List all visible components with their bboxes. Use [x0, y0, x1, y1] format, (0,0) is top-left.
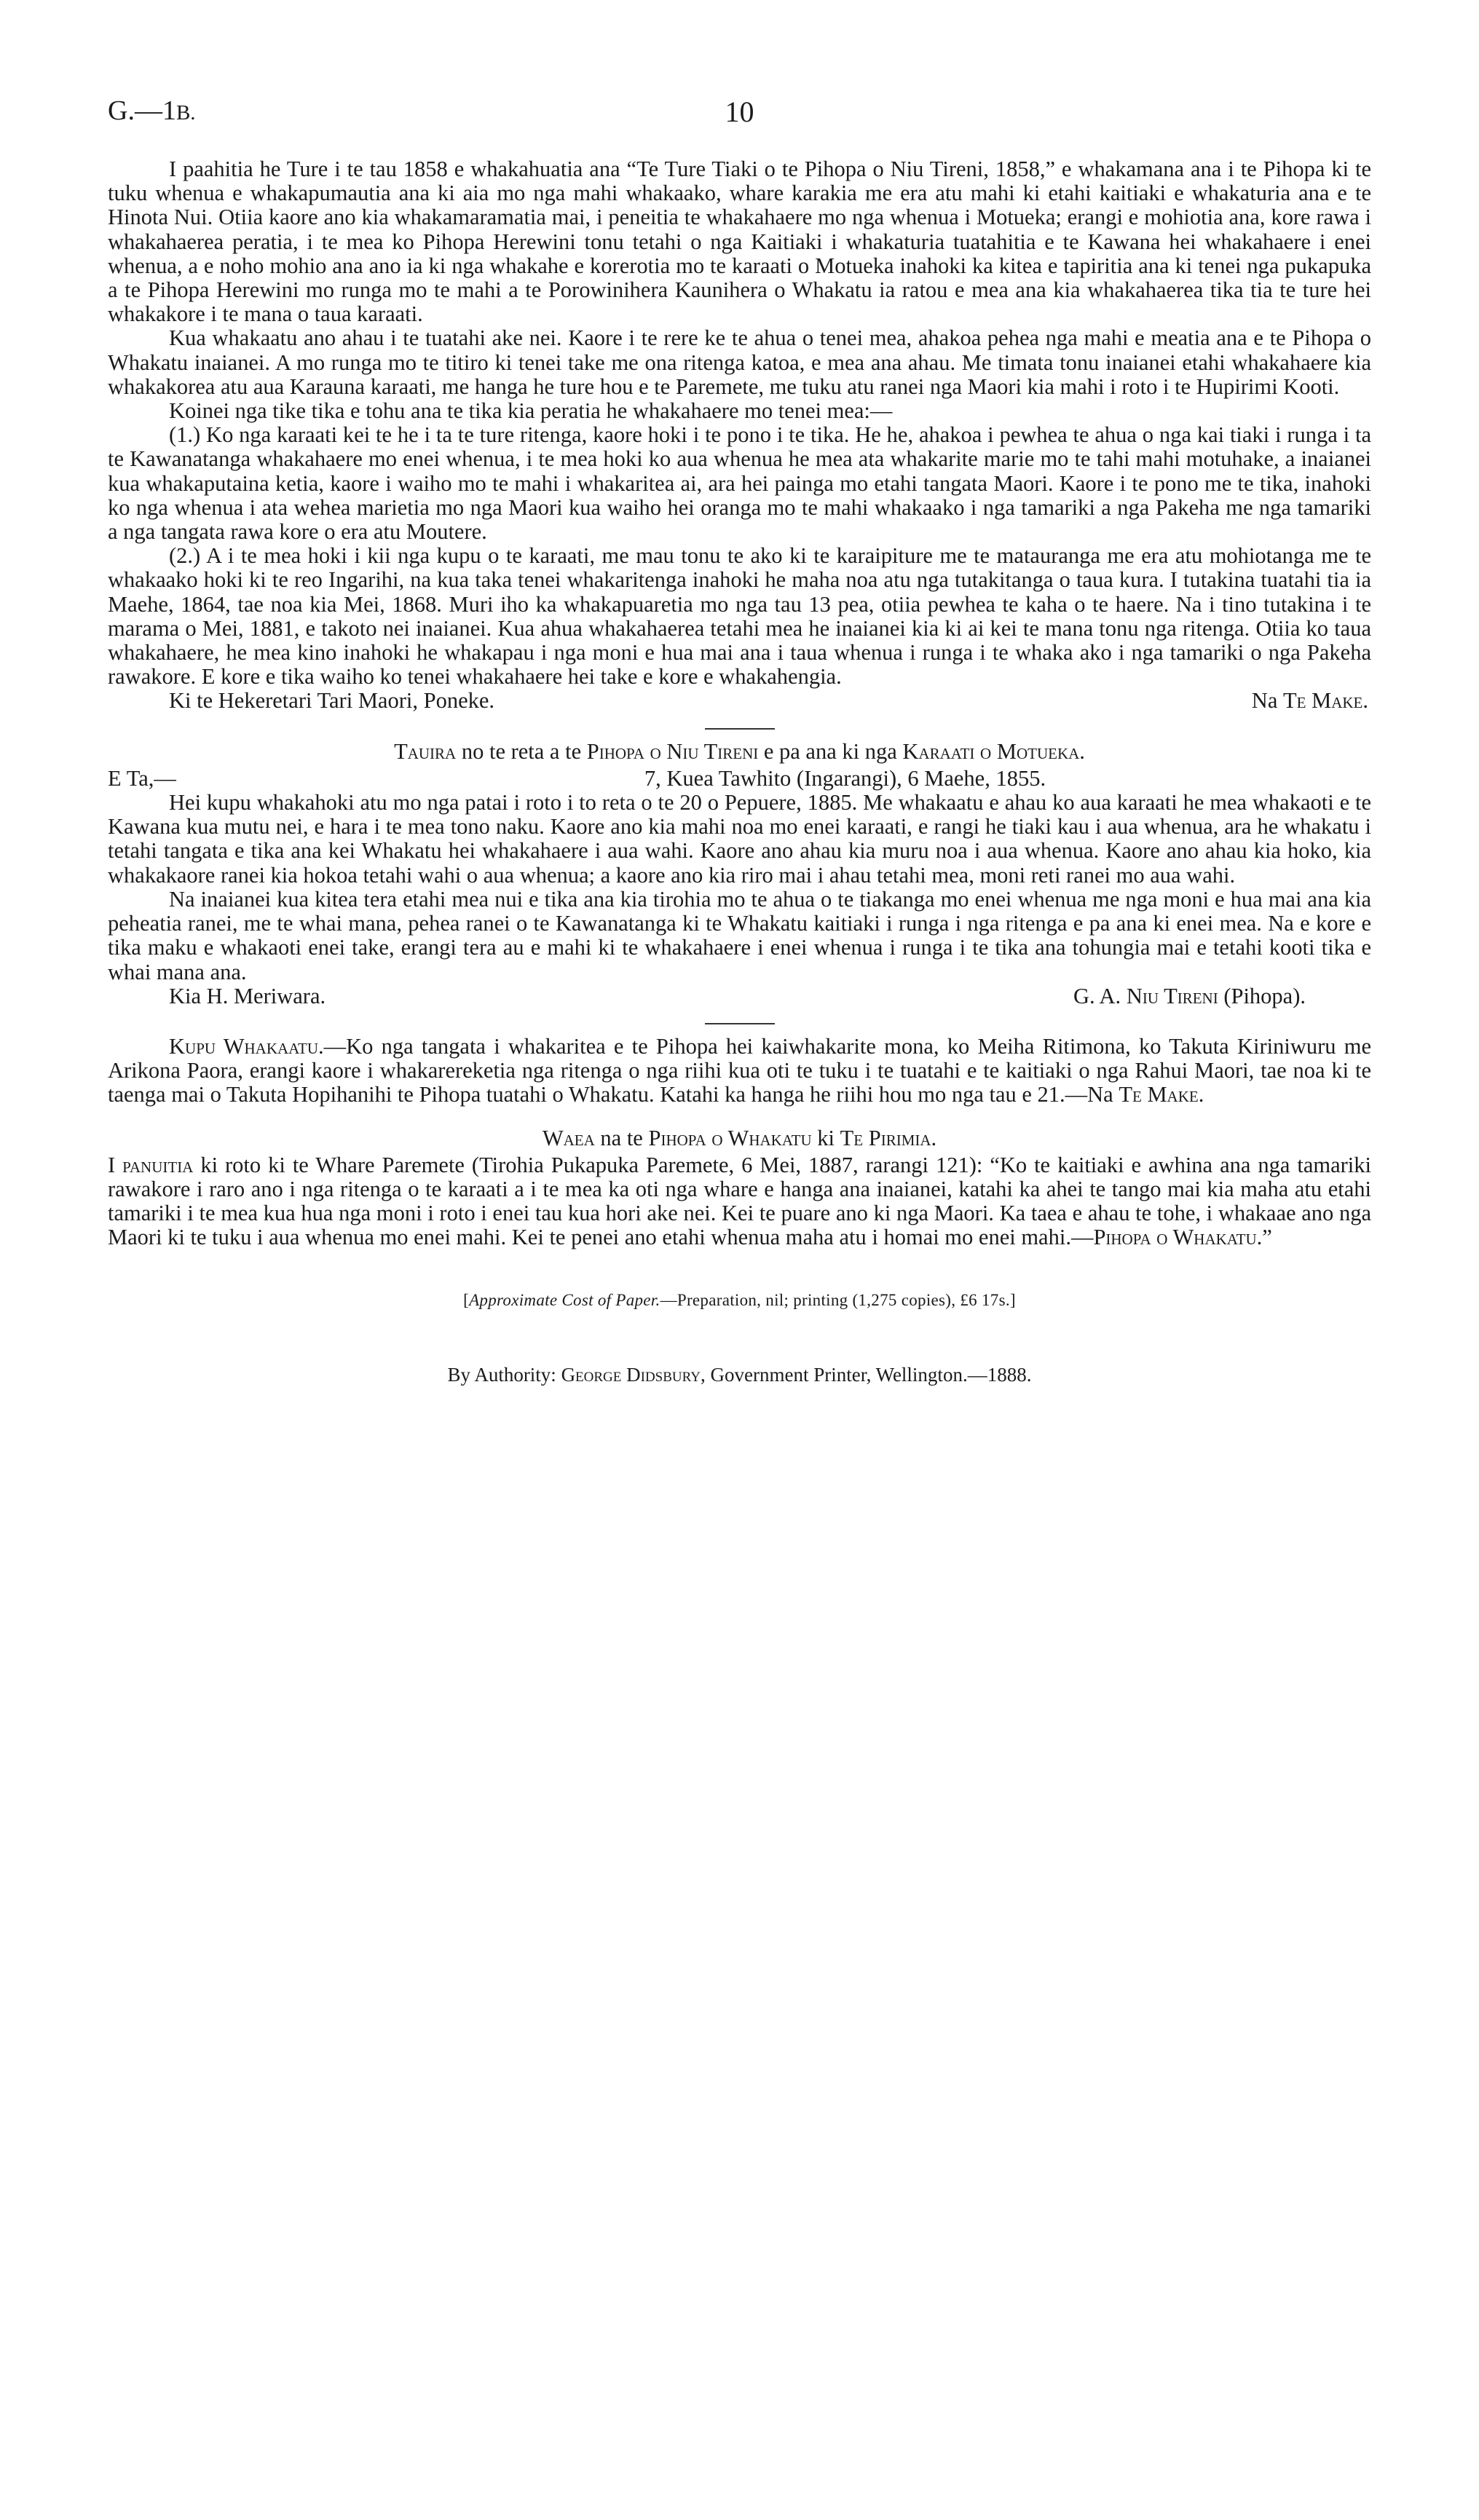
document-body	[108, 157, 1371, 1387]
paper-code-main: G.—1	[108, 95, 176, 126]
heading-part: no te reta a te	[456, 738, 587, 764]
heading-part: Pihopa o Niu Tireni	[586, 738, 759, 764]
letter-paragraph: Hei kupu whakahoki atu mo nga patai i roto i to reta o te 20 o Pepuere, 1885. Me whakaatu e ahau ko aua karaati he mea whakaoti e te Kawana kua mutu nei, e hara i te mea tono naku. Kaore ano kia mahi noa mo enei karaati, e rangi he tiaki kau i aua whenua, ara he whakatu i tetahi tangata e tika ana kei Whakatu hei whakahaere i aua wahi. Kaore ano ahau kia muru noa i aua whenua. Kaore ano ahau kia hoko, kia whakakaore ranei kia hokoa tetahi wahi o aua whenua; a kaore ano kia riro mai i ahau tetahi mea, moni reti ranei mo aua wahi.	[108, 790, 1371, 888]
cost-bracket: [	[463, 1290, 470, 1309]
signer-part: (Pihopa).	[1218, 983, 1306, 1008]
letter-paragraph: Na inaianei kua kitea tera etahi mea nui e tika ana kia tirohia mo te ahua o te tiakanga mo enei whenua me nga moni e hua mai ana kia peheatia ranei, me te whai mana, pehea ranei o te Kawanatanga ki te Whakatu kaitiaki i runga i nga ritenga e pa ana ki enei mea. Na e kore e tika maku e whakaoti enei take, erangi tera au e mahi ki te whakahaere i enei whenua i runga i te tika ana tohungia mai e tetahi kooti tika e whai mana ana.	[108, 886, 1371, 984]
signer-prefix: Na	[1251, 688, 1283, 714]
signoff-row	[108, 689, 1371, 713]
paragraph: Kua whakaatu ano ahau i te tuatahi ake nei. Kaore i te rere ke te ahua o tenei mea, ahakoa pehea nga mahi e meatia ana e te Pihopa o Whakatu inaianei. A mo runga mo te titiro ki tenei take me ona ritenga katoa, e mea ana ahau. Me timata tonu inaianei etahi whakahaere kia whakakorea atu aua Karauna karaati, me hanga he ture hou e te Paremete, me tuku atu ranei nga Maori kia mahi i roto i te Hupirimi Kooti.	[108, 325, 1371, 399]
wire-signer: Pihopa o Whakatu.	[1093, 1225, 1263, 1250]
heading-part: Karaati o Motueka.	[902, 738, 1085, 764]
paragraph: Koinei nga tike tika e tohu ana te tika kia peratia he whakahaere mo tenei mea:—	[169, 398, 893, 424]
note-signer: Te Make.	[1119, 1082, 1204, 1107]
cost-text: —Preparation, nil; printing (1,275 copies), £6 17s.]	[660, 1290, 1016, 1309]
note-label: Kupu Whakaatu.	[169, 1033, 324, 1059]
paragraph: (1.) Ko nga karaati kei te he i ta te ture ritenga, kaore hoki i te pono i te tika. He he, ahakoa i pewhea te ahua o nga kai tiaki i runga i ta te Kawanatanga whakahaere mo enei whenua, i te mea hoki ko aua whenua he mea ata whakarite marie mo te tahi mahi motuhake, a inaianei kua whakaputaina ketia, kaore i waiho mo te mahi i whakaritea ai, ara hei painga mo etahi tangata Maori. Kaore i te pono me te tika, inahoki ko nga whenua i ata wehea marietia mo nga Maori kua waiho hei oranga mo te mahi whakaako i nga tamariki a nga Pakeha me nga tamariki a nga tangata rawa kore o era atu Moutere.	[108, 422, 1371, 545]
paragraph: I paahitia he Ture i te tau 1858 e whakahuatia ana “Te Ture Tiaki o te Pihopa o Niu Tireni, 1858,” e whakamana ana i te Pihopa ki te tuku whenua e whakapumautia ana ki aia mo nga mahi whakaako, whare karakia me era atu mahi ki etahi kaitiaki e whakaturia ana e te Hinota Nui. Otiia kaore ano kia whakamaramatia mai, i peneitia te whakahaere mo nga whenua i Motueka; erangi e mohiotia ana, kore rawa i whakahaerea peratia, i te mea ko Pihopa Herewini tonu tetahi o nga Kaitiaki i whakaturia tuatahitia e te Kawana hei whakahaere i enei whenua, a e noho mohio ana ano ia ki nga whakahe e korerotia mo te karaati o Motueka inahoki ka kitea e tapiritia ana ki tenei nga pukapuka a te Pihopa Herewini mo runga mo te mahi a te Porowinihera Kaunihera o Whakatu ia ratou e mea ana kia whakahaerea tika tia te ture hei whakakore i te mana o taua karaati.	[108, 157, 1371, 327]
heading-part: Pihopa o Whakatu	[648, 1125, 812, 1150]
wire-paragraph	[108, 1153, 1371, 1250]
signer-name: Te Make.	[1283, 688, 1368, 714]
wire-lead: I panuitia	[108, 1152, 194, 1177]
heading-part: ki	[811, 1125, 840, 1150]
printer-name: George Didsbury	[561, 1363, 701, 1386]
paper-code-suffix: B.	[175, 101, 196, 125]
letter-date: 7, Kuea Tawhito (Ingarangi), 6 Maehe, 1855.	[644, 765, 1046, 791]
section-divider	[705, 728, 775, 730]
note-text: —Ko nga tangata i whakaritea e te Pihopa hei kaiwhakarite mona, ko Meiha Ritimona, ko Takuta Kiriniwuru me Arikona Paora, erangi kaore i whakarereketia nga ritenga o nga riihi kua oti te tuku i te tuatahi e te kaitiaki o nga Rahui Maori, tae noa ki te taenga mai o Takuta Hopihanihi te Pihopa tuatahi o Whakatu. Katahi ka hanga he riihi hou mo nga tau e 21.—Na	[108, 1033, 1371, 1107]
cost-label: Approximate Cost of Paper.	[469, 1290, 660, 1309]
letter-signature-row	[108, 984, 1371, 1008]
section-divider	[705, 1023, 775, 1024]
heading-part: Tauira	[394, 738, 457, 764]
letter-heading	[108, 740, 1371, 764]
wire-close-quote: ”	[1262, 1225, 1272, 1250]
wire-text: ki roto ki te Whare Paremete (Tirohia Pukapuka Paremete, 6 Mei, 1887, rarangi 121): “Ko te kaitiaki e awhina ana nga tamariki rawakore i raro ano i nga ritenga o te karaati a i te mea ka oti nga whare e hanga ana inaianei, katahi ka ahei te tango mai kia maha atu etahi tamariki i te mea kua hua nga moni i roto i enei tau kua hori ake nei. Kei te puare ano ki nga Maori. Ka taea e ahau te tohe, i whakaae ano nga Maori ki te tuku i aua whenua mo enei mahi. Kei te penei ano etahi whenua maha atu i homai mo enei mahi.—	[108, 1152, 1371, 1250]
page-header	[100, 95, 1379, 138]
letter-signer	[1073, 984, 1371, 1008]
signer-part: Niu Tireni	[1126, 983, 1218, 1008]
printing-cost-note	[108, 1288, 1371, 1312]
authority-part: By Authority:	[447, 1363, 561, 1386]
page-number: 10	[725, 95, 754, 128]
printer-authority	[108, 1363, 1371, 1387]
wire-heading	[108, 1126, 1371, 1150]
heading-part: e pa ana ki nga	[758, 738, 903, 764]
heading-part: Te Pirimia.	[840, 1125, 937, 1150]
signer	[1252, 689, 1371, 713]
note-paragraph	[108, 1035, 1371, 1107]
heading-part: Waea	[542, 1125, 595, 1150]
paragraph: (2.) A i te mea hoki i kii nga kupu o te karaati, me mau tonu te ako ki te karaipiture me te matauranga me era atu mohiotanga me te whakaako hoki ki te reo Ingarihi, na kua taka tenei whakaritenga inahoki he maha noa atu nga tutakitanga o taua kura. I tutakina tuatahi tia ia Maehe, 1864, tae noa kia Mei, 1868. Muri iho ka whakapuaretia mo nga tau 13 pea, otiia pewhea te kaha o te haere. Na i tino tutakina i te marama o Mei, 1881, e takoto nei inaianei. Kua ahua whakahaerea tetahi mea he inaianei kia ki ai kei te mana tonu nga ritenga. Otiia ko taua whakahaere, he mea kino inahoki he whakapau i nga moni e hua mai ana i taua whenua i runga i te whaka ako i nga tamariki o nga Pakeha rawakore. E kore e tika waiho ko tenei whakahaere hei take e kore e whakahengia.	[108, 543, 1371, 690]
witness: Kia H. Meriwara.	[169, 983, 326, 1008]
spacer	[108, 1107, 1371, 1126]
letter-dateline	[108, 767, 1371, 791]
salutation: E Ta,—	[108, 765, 176, 791]
authority-part: , Government Printer, Wellington.—1888.	[701, 1363, 1032, 1386]
signer-part: G. A.	[1073, 983, 1127, 1008]
heading-part: na te	[594, 1125, 649, 1150]
addressee: Ki te Hekeretari Tari Maori, Poneke.	[169, 688, 495, 714]
